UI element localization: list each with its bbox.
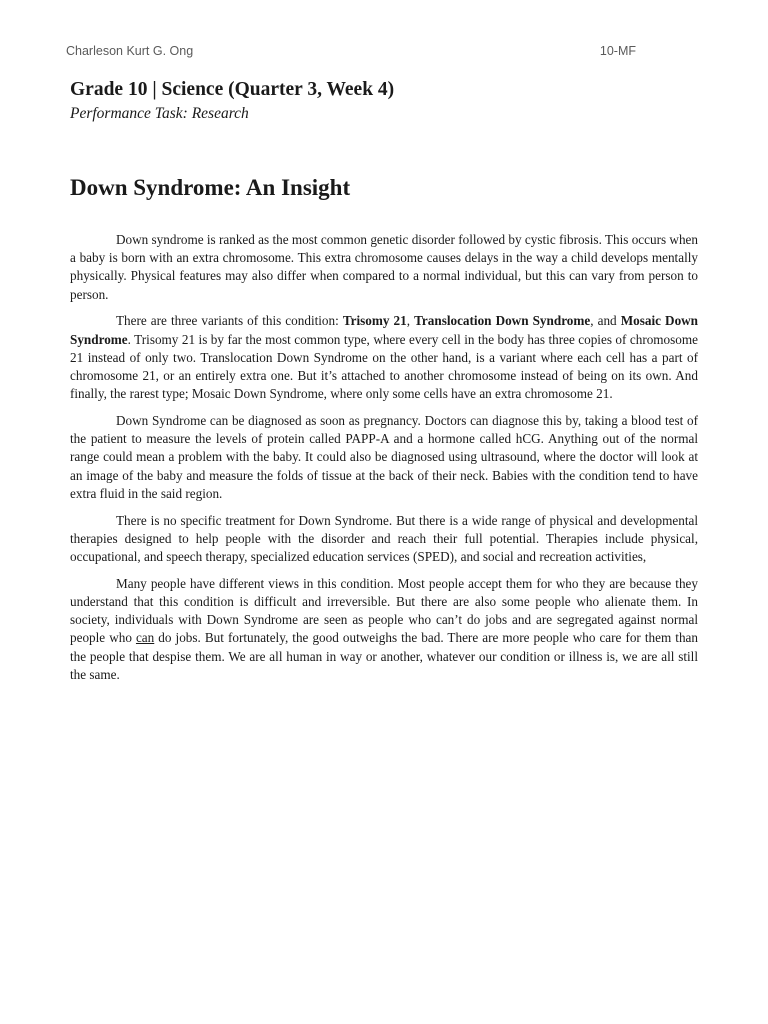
p2-separator-2: , and: [590, 313, 621, 329]
document-body: [70, 231, 698, 693]
task-subtitle: Performance Task: Research: [70, 105, 249, 122]
author-name: Charleson Kurt G. Ong: [66, 44, 194, 58]
p5-before: Many people have different views in this condition. Most people accept them for who they are because they understand that this condition is difficult and irreversible. But there are also some people who alienate them. In society, individuals with Down Syndrome are seen as people who can’t do jobs and are segregated against normal people who: [70, 575, 698, 646]
underlined-word: can: [135, 630, 155, 646]
page-header: [66, 44, 636, 62]
variant-translocation: Translocation Down Syndrome: [414, 313, 591, 329]
paragraph-5: [70, 575, 698, 684]
p2-intro: There are three variants of this condition:: [116, 313, 343, 329]
p2-rest: . Trisomy 21 is by far the most common type, where every cell in the body has three copies of chromosome 21 instead of only two. Translocation Down Syndrome on the other hand, is a variant where each cell has a part of chromosome 21, or an entirely extra one. But it’s attached to another chromosome instead of being on its own. And finally, the rarest type; Mosaic Down Syndrome, where only some cells have an extra chromosome 21.: [70, 331, 698, 402]
paragraph-1: Down syndrome is ranked as the most common genetic disorder followed by cystic fibrosis. This occurs when a baby is born with an extra chromosome. This extra chromosome causes delays in the way a child develops mentally physically. Physical features may also differ when compared to a normal individual, but this can vary from person to person.: [70, 232, 698, 302]
p2-separator-1: ,: [406, 313, 415, 329]
class-section: 10-MF: [599, 44, 636, 58]
variant-trisomy-21: Trisomy 21: [342, 313, 407, 329]
variant-mosaic: Mosaic Down Syndrome: [70, 313, 699, 347]
grade-title: Grade 10 | Science (Quarter 3, Week 4): [70, 79, 395, 100]
document-title: Down Syndrome: An Insight: [70, 175, 351, 200]
paragraph-4: There is no specific treatment for Down Syndrome. But there is a wide range of physical and developmental therapies designed to help people with the disorder and reach their full potential. Therapies include physical, occupational, and speech therapy, specialized education services (SPED), and social and recreation activities,: [70, 512, 698, 565]
p5-after: do jobs. But fortunately, the good outweighs the bad. There are more people who care for them than the people that despise them. We are all human in way or another, whatever our condition or illness is, we are all still the same.: [70, 630, 698, 682]
paragraph-3: Down Syndrome can be diagnosed as soon as pregnancy. Doctors can diagnose this by, taking a blood test of the patient to measure the levels of protein called PAPP-A and a hormone called hCG. Anything out of the normal range could mean a problem with the baby. It could also be diagnosed using ultrasound, where the doctor will look at an image of the baby and measure the folds of tissue at the back of their neck. Babies with the condition tend to have extra fluid in the said region.: [70, 413, 698, 501]
paragraph-2: [70, 312, 698, 403]
